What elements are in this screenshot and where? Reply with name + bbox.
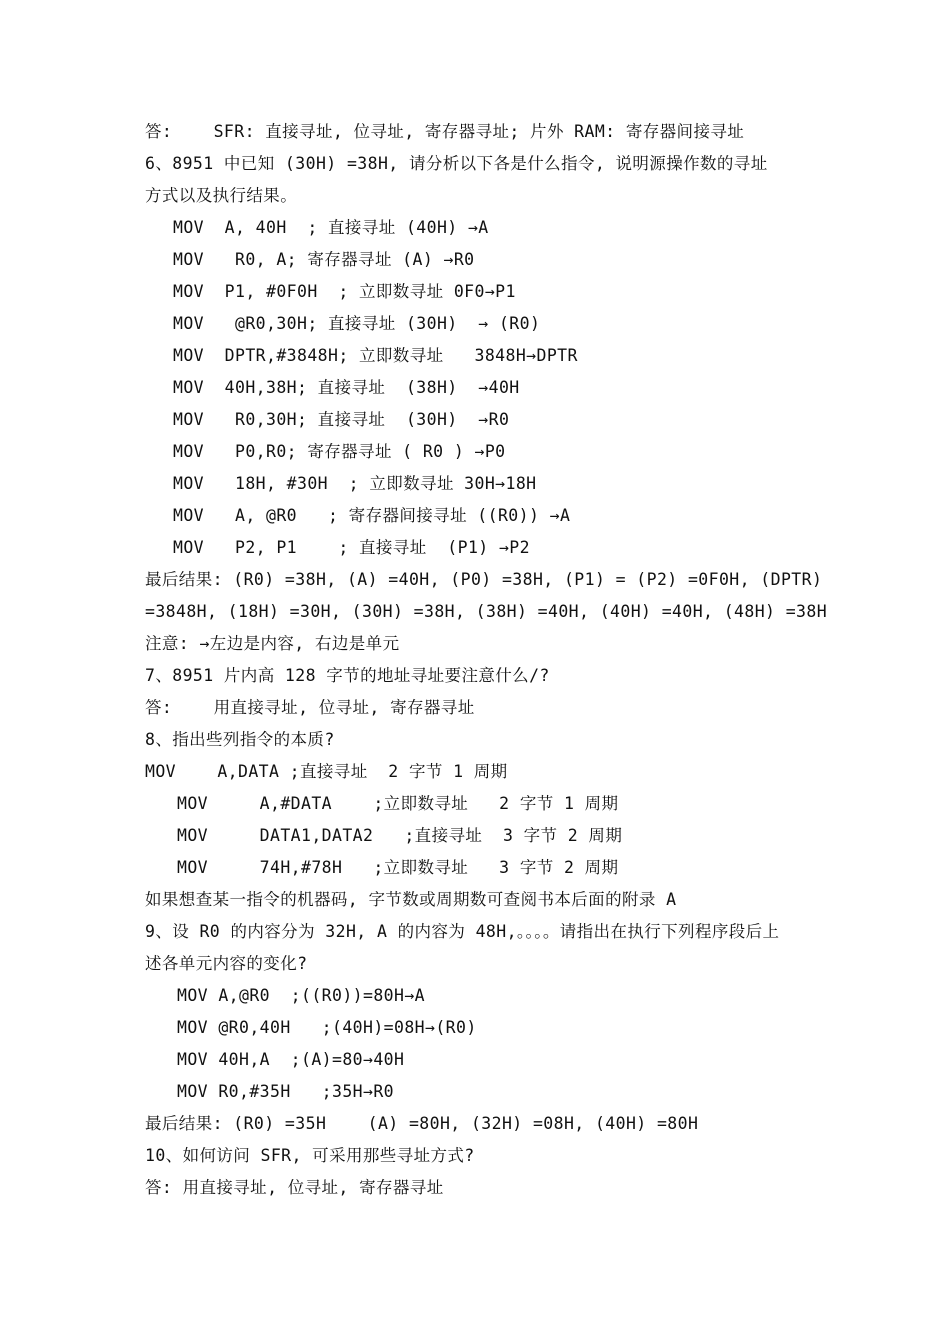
code-line: MOV P2, P1 ; 直接寻址 (P1) →P2 (173, 538, 530, 557)
code-line: MOV R0,30H; 直接寻址 (30H) →R0 (173, 410, 510, 429)
code-line: MOV A, @R0 ; 寄存器间接寻址 ((R0)) →A (173, 506, 571, 525)
code-line: MOV P1, #0F0H ; 立即数寻址 0F0→P1 (173, 282, 516, 301)
appendix-hint-line: 如果想查某一指令的机器码, 字节数或周期数可查阅书本后面的附录 A (145, 890, 677, 909)
question-9-line-2: 述各单元内容的变化? (145, 954, 308, 973)
code-line: MOV @R0,30H; 直接寻址 (30H) → (R0) (173, 314, 541, 333)
answer-7-line: 答: 用直接寻址, 位寻址, 寄存器寻址 (145, 698, 475, 717)
code-line: MOV R0, A; 寄存器寻址 (A) →R0 (173, 250, 475, 269)
code-line: MOV A,@R0 ;((R0))=80H→A (177, 986, 426, 1005)
answer-5-line: 答: SFR: 直接寻址, 位寻址, 寄存器寻址; 片外 RAM: 寄存器间接寻址 (145, 122, 745, 141)
code-line: MOV A, 40H ; 直接寻址 (40H) →A (173, 218, 489, 237)
result-line-1: 最后结果: (R0) =38H, (A) =40H, (P0) =38H, (P1) = (P2) =0F0H, (DPTR) (145, 570, 823, 589)
question-9-line-1: 9、设 R0 的内容分为 32H, A 的内容为 48H,。。。。请指出在执行下列程序段后上 (145, 922, 780, 941)
note-line: 注意: →左边是内容, 右边是单元 (145, 634, 400, 653)
code-line: MOV A,DATA ;直接寻址 2 字节 1 周期 (145, 762, 508, 781)
question-6-line-1: 6、8951 中已知 (30H) =38H, 请分析以下各是什么指令, 说明源操作数的寻址 (145, 154, 768, 173)
result-line-2: =3848H, (18H) =30H, (30H) =38H, (38H) =40H, (40H) =40H, (48H) =38H (145, 602, 828, 621)
code-line: MOV R0,#35H ;35H→R0 (177, 1082, 395, 1101)
question-8-line: 8、指出些列指令的本质? (145, 730, 335, 749)
question-10-line: 10、如何访问 SFR, 可采用那些寻址方式? (145, 1146, 475, 1165)
code-line: MOV P0,R0; 寄存器寻址 ( R0 ) →P0 (173, 442, 506, 461)
code-line: MOV A,#DATA ;立即数寻址 2 字节 1 周期 (177, 794, 619, 813)
code-line: MOV 18H, #30H ; 立即数寻址 30H→18H (173, 474, 537, 493)
code-line: MOV 40H,38H; 直接寻址 (38H) →40H (173, 378, 520, 397)
answer-10-line: 答: 用直接寻址, 位寻址, 寄存器寻址 (145, 1178, 444, 1197)
code-line: MOV 74H,#78H ;立即数寻址 3 字节 2 周期 (177, 858, 619, 877)
question-7-line: 7、8951 片内高 128 字节的地址寻址要注意什么/? (145, 666, 550, 685)
code-line: MOV @R0,40H ;(40H)=08H→(R0) (177, 1018, 477, 1037)
code-line: MOV 40H,A ;(A)=80→40H (177, 1050, 405, 1069)
code-line: MOV DPTR,#3848H; 立即数寻址 3848H→DPTR (173, 346, 578, 365)
question-6-line-2: 方式以及执行结果。 (145, 186, 298, 205)
result-9-line: 最后结果: (R0) =35H (A) =80H, (32H) =08H, (40H) =80H (145, 1114, 699, 1133)
code-line: MOV DATA1,DATA2 ;直接寻址 3 字节 2 周期 (177, 826, 623, 845)
